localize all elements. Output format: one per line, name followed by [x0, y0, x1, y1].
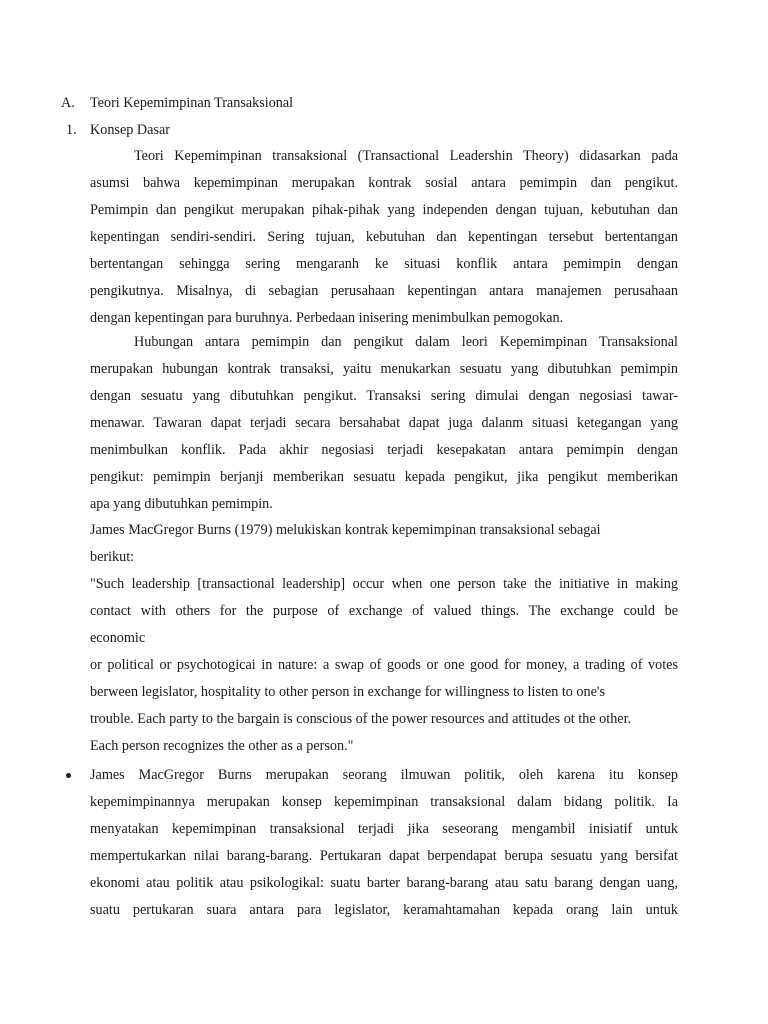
quote-line: trouble. Each party to the bargain is conscious of the power resources and attitudes ot the other.: [90, 711, 632, 727]
paragraph-line: James MacGregor Burns (1979) melukiskan kontrak kepemimpinan transaksional sebagai: [90, 522, 601, 538]
paragraph-line: menimbulkan konflik. Pada akhir negosiasi terjadi kesepakatan antara pemimpin dengan: [90, 442, 678, 458]
quote-line: Each person recognizes the other as a person.": [90, 738, 354, 754]
paragraph-line: berikut:: [90, 549, 135, 565]
section-marker: A.: [61, 95, 75, 111]
paragraph-line: mempertukarkan nilai barang-barang. Pertukaran dapat berpendapat berupa sesuatu yang bersifat: [90, 848, 678, 864]
paragraph-line: Pemimpin dan pengikut merupakan pihak-pihak yang independen dengan tujuan, kebutuhan dan: [90, 202, 678, 218]
paragraph-line: pengikut: pemimpin berjanji memberikan sesuatu kepada pengikut, jika pengikut memberikan: [90, 469, 678, 485]
paragraph-line: menyatakan kepemimpinan transaksional terjadi jika seseorang mengambil inisiatif untuk: [90, 821, 678, 837]
paragraph-line: Teori Kepemimpinan transaksional (Transactional Leadershin Theory) didasarkan pada: [134, 148, 678, 164]
quote-line: or political or psychotogicai in nature: a swap of goods or one good for money, a trading of votes: [90, 657, 678, 673]
quote-line: "Such leadership [transactional leadership] occur when one person take the initiative in making: [90, 576, 678, 592]
paragraph-line: kepentingan sendiri-sendiri. Sering tujuan, kebutuhan dan kepentingan tersebut bertentangan: [90, 229, 678, 245]
subsection-marker: 1.: [66, 122, 77, 138]
paragraph-line: bertentangan sehingga sering mengaranh ke situasi konflik antara pemimpin dengan: [90, 256, 678, 272]
paragraph-line: menawar. Tawaran dapat terjadi secara bersahabat dapat juga dalanm situasi ketegangan yang: [90, 415, 678, 431]
paragraph-line: dengan sesuatu yang dibutuhkan pengikut. Transaksi sering dimulai dengan negosiasi tawar-: [90, 388, 678, 404]
section-title: Teori Kepemimpinan Transaksional: [90, 95, 294, 111]
paragraph-line: ekonomi atau politik atau psikologikal: suatu barter barang-barang atau satu barang dengan uang,: [90, 875, 678, 891]
quote-line: contact with others for the purpose of exchange of valued things. The exchange could be: [90, 603, 678, 619]
quote-line: economic: [90, 630, 146, 646]
paragraph-line: James MacGregor Burns merupakan seorang ilmuwan politik, oleh karena itu konsep: [90, 767, 678, 783]
subsection-title: Konsep Dasar: [90, 122, 170, 138]
paragraph-line: suatu pertukaran suara antara para legislator, keramahtamahan kepada orang lain untuk: [90, 902, 678, 918]
paragraph-line: dengan kepentingan para buruhnya. Perbedaan inisering menimbulkan pemogokan.: [90, 310, 564, 326]
paragraph-line: pengikutnya. Misalnya, di sebagian perusahaan kepentingan antara manajemen perusahaan: [90, 283, 678, 299]
bullet-icon: [66, 773, 71, 778]
paragraph-line: merupakan hubungan kontrak transaksi, yaitu menukarkan sesuatu yang dibutuhkan pemimpin: [90, 361, 678, 377]
paragraph-line: apa yang dibutuhkan pemimpin.: [90, 496, 273, 512]
paragraph-line: kepemimpinannya merupakan konsep kepemimpinan transaksional dalam bidang politik. Ia: [90, 794, 678, 810]
paragraph-line: asumsi bahwa kepemimpinan merupakan kontrak sosial antara pemimpin dan pengikut.: [90, 175, 678, 191]
quote-line: berween legislator, hospitality to other person in exchange for willingness to listen to one's: [90, 684, 605, 700]
paragraph-line: Hubungan antara pemimpin dan pengikut dalam leori Kepemimpinan Transaksional: [134, 334, 678, 350]
